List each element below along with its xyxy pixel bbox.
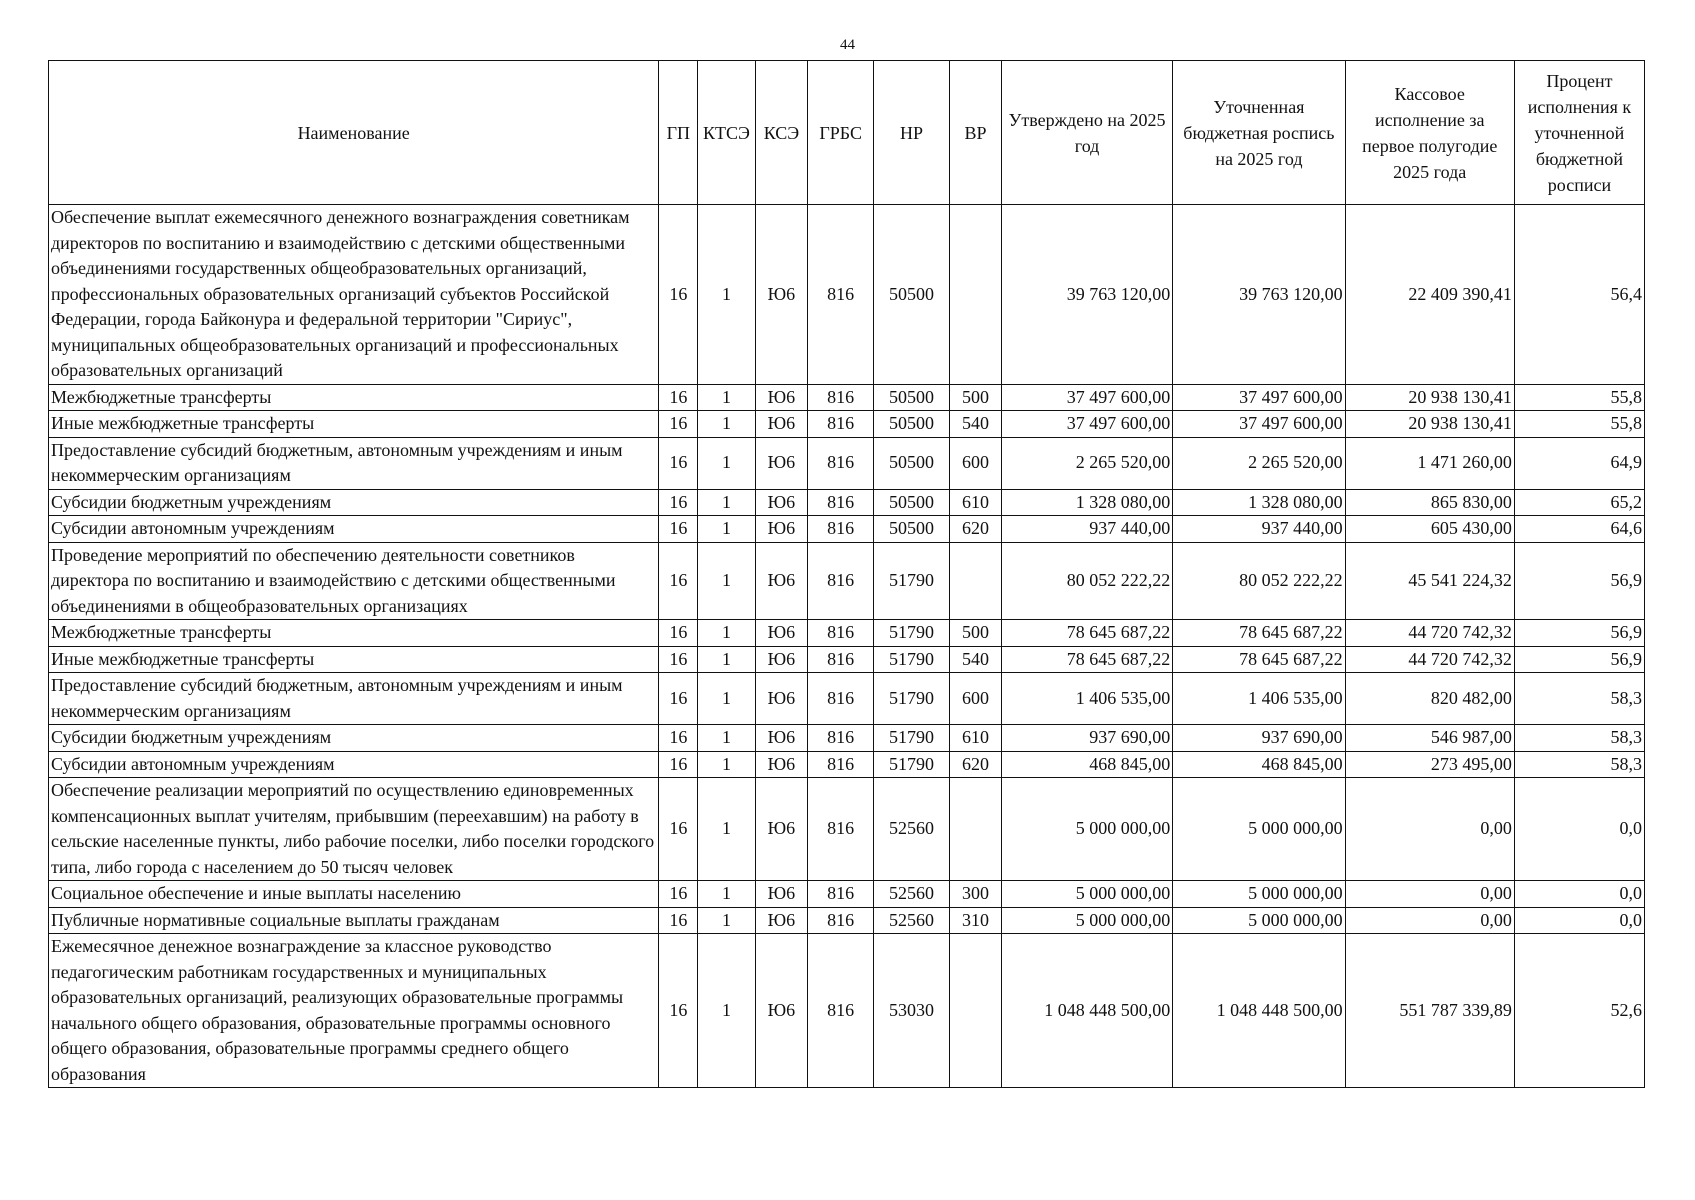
cell-revised: 1 406 535,00 xyxy=(1173,673,1345,725)
table-row xyxy=(49,934,1645,1088)
header-grbs: ГРБС xyxy=(808,61,874,205)
cell-vr xyxy=(950,205,1002,385)
cell-revised: 937 440,00 xyxy=(1173,516,1345,543)
cell-percent: 56,9 xyxy=(1514,620,1644,647)
cell-percent: 56,9 xyxy=(1514,646,1644,673)
cell-kse: Ю6 xyxy=(755,646,808,673)
cell-ktse: 1 xyxy=(698,437,755,489)
cell-ktse: 1 xyxy=(698,411,755,438)
cell-ktse: 1 xyxy=(698,673,755,725)
cell-percent: 52,6 xyxy=(1514,934,1644,1088)
table-row xyxy=(49,646,1645,673)
cell-vr: 620 xyxy=(950,751,1002,778)
cell-vr: 300 xyxy=(950,881,1002,908)
cell-cash: 820 482,00 xyxy=(1345,673,1514,725)
cell-revised: 39 763 120,00 xyxy=(1173,205,1345,385)
cell-revised: 5 000 000,00 xyxy=(1173,907,1345,934)
cell-revised: 1 328 080,00 xyxy=(1173,489,1345,516)
cell-percent: 58,3 xyxy=(1514,751,1644,778)
cell-percent: 0,0 xyxy=(1514,907,1644,934)
cell-cash: 45 541 224,32 xyxy=(1345,542,1514,620)
cell-nr: 50500 xyxy=(873,516,949,543)
table-row xyxy=(49,907,1645,934)
table-row xyxy=(49,725,1645,752)
cell-gp: 16 xyxy=(659,725,698,752)
cell-kse: Ю6 xyxy=(755,489,808,516)
cell-kse: Ю6 xyxy=(755,620,808,647)
cell-revised: 1 048 448 500,00 xyxy=(1173,934,1345,1088)
cell-gp: 16 xyxy=(659,907,698,934)
cell-kse: Ю6 xyxy=(755,751,808,778)
cell-nr: 51790 xyxy=(873,646,949,673)
cell-nr: 52560 xyxy=(873,778,949,881)
cell-nr: 50500 xyxy=(873,411,949,438)
cell-percent: 0,0 xyxy=(1514,778,1644,881)
cell-grbs: 816 xyxy=(808,384,874,411)
cell-ktse: 1 xyxy=(698,778,755,881)
table-row xyxy=(49,881,1645,908)
cell-cash: 605 430,00 xyxy=(1345,516,1514,543)
cell-percent: 65,2 xyxy=(1514,489,1644,516)
cell-nr: 50500 xyxy=(873,489,949,516)
cell-percent: 64,9 xyxy=(1514,437,1644,489)
table-row xyxy=(49,411,1645,438)
cell-name: Межбюджетные трансферты xyxy=(49,384,659,411)
cell-name: Ежемесячное денежное вознаграждение за классное руководство педагогическим работникам государственных и муниципальных образовательных организаций, реализующих образовательные программы начального общего образования, образовательные программы основного общего образования, образовательные программы среднего общего образования xyxy=(49,934,659,1088)
cell-grbs: 816 xyxy=(808,542,874,620)
cell-approved: 78 645 687,22 xyxy=(1001,646,1172,673)
cell-ktse: 1 xyxy=(698,881,755,908)
cell-grbs: 816 xyxy=(808,934,874,1088)
cell-cash: 0,00 xyxy=(1345,881,1514,908)
header-revised: Уточненная бюджетная роспись на 2025 год xyxy=(1173,61,1345,205)
cell-percent: 58,3 xyxy=(1514,673,1644,725)
cell-name: Межбюджетные трансферты xyxy=(49,620,659,647)
cell-vr xyxy=(950,542,1002,620)
cell-ktse: 1 xyxy=(698,542,755,620)
cell-revised: 80 052 222,22 xyxy=(1173,542,1345,620)
cell-gp: 16 xyxy=(659,646,698,673)
cell-percent: 56,4 xyxy=(1514,205,1644,385)
table-row xyxy=(49,489,1645,516)
cell-kse: Ю6 xyxy=(755,437,808,489)
cell-grbs: 816 xyxy=(808,437,874,489)
cell-kse: Ю6 xyxy=(755,725,808,752)
cell-gp: 16 xyxy=(659,516,698,543)
cell-gp: 16 xyxy=(659,542,698,620)
cell-revised: 37 497 600,00 xyxy=(1173,384,1345,411)
table-body xyxy=(49,205,1645,1088)
cell-approved: 468 845,00 xyxy=(1001,751,1172,778)
header-gp: ГП xyxy=(659,61,698,205)
cell-vr: 600 xyxy=(950,437,1002,489)
cell-approved: 937 440,00 xyxy=(1001,516,1172,543)
cell-approved: 5 000 000,00 xyxy=(1001,881,1172,908)
cell-cash: 273 495,00 xyxy=(1345,751,1514,778)
cell-cash: 1 471 260,00 xyxy=(1345,437,1514,489)
cell-approved: 39 763 120,00 xyxy=(1001,205,1172,385)
cell-revised: 5 000 000,00 xyxy=(1173,778,1345,881)
cell-approved: 1 048 448 500,00 xyxy=(1001,934,1172,1088)
cell-grbs: 816 xyxy=(808,205,874,385)
cell-kse: Ю6 xyxy=(755,881,808,908)
header-cash: Кассовое исполнение за первое полугодие 2025 года xyxy=(1345,61,1514,205)
cell-cash: 20 938 130,41 xyxy=(1345,411,1514,438)
cell-name: Субсидии автономным учреждениям xyxy=(49,516,659,543)
cell-ktse: 1 xyxy=(698,516,755,543)
cell-vr: 600 xyxy=(950,673,1002,725)
page-number: 44 xyxy=(840,37,855,53)
cell-name: Субсидии автономным учреждениям xyxy=(49,751,659,778)
table-row xyxy=(49,205,1645,385)
cell-name: Субсидии бюджетным учреждениям xyxy=(49,725,659,752)
cell-name: Публичные нормативные социальные выплаты гражданам xyxy=(49,907,659,934)
table-row xyxy=(49,542,1645,620)
header-approved: Утверждено на 2025 год xyxy=(1001,61,1172,205)
cell-ktse: 1 xyxy=(698,384,755,411)
cell-cash: 20 938 130,41 xyxy=(1345,384,1514,411)
cell-vr: 540 xyxy=(950,646,1002,673)
cell-gp: 16 xyxy=(659,205,698,385)
table-row xyxy=(49,673,1645,725)
cell-revised: 468 845,00 xyxy=(1173,751,1345,778)
cell-percent: 0,0 xyxy=(1514,881,1644,908)
cell-approved: 80 052 222,22 xyxy=(1001,542,1172,620)
cell-kse: Ю6 xyxy=(755,411,808,438)
cell-kse: Ю6 xyxy=(755,542,808,620)
cell-kse: Ю6 xyxy=(755,778,808,881)
cell-revised: 937 690,00 xyxy=(1173,725,1345,752)
cell-vr: 500 xyxy=(950,384,1002,411)
table-row xyxy=(49,778,1645,881)
cell-approved: 37 497 600,00 xyxy=(1001,411,1172,438)
cell-cash: 22 409 390,41 xyxy=(1345,205,1514,385)
cell-cash: 0,00 xyxy=(1345,778,1514,881)
cell-grbs: 816 xyxy=(808,620,874,647)
cell-grbs: 816 xyxy=(808,646,874,673)
cell-percent: 56,9 xyxy=(1514,542,1644,620)
cell-name: Проведение мероприятий по обеспечению деятельности советников директора по воспитанию и взаимодействию с детскими общественными объединениями в общеобразовательных организациях xyxy=(49,542,659,620)
cell-kse: Ю6 xyxy=(755,205,808,385)
cell-nr: 51790 xyxy=(873,751,949,778)
cell-percent: 55,8 xyxy=(1514,384,1644,411)
cell-cash: 551 787 339,89 xyxy=(1345,934,1514,1088)
cell-kse: Ю6 xyxy=(755,384,808,411)
table-row xyxy=(49,384,1645,411)
cell-vr: 610 xyxy=(950,725,1002,752)
cell-ktse: 1 xyxy=(698,205,755,385)
cell-ktse: 1 xyxy=(698,751,755,778)
cell-cash: 44 720 742,32 xyxy=(1345,620,1514,647)
cell-ktse: 1 xyxy=(698,907,755,934)
cell-vr xyxy=(950,778,1002,881)
cell-grbs: 816 xyxy=(808,673,874,725)
cell-revised: 37 497 600,00 xyxy=(1173,411,1345,438)
cell-nr: 51790 xyxy=(873,725,949,752)
cell-name: Иные межбюджетные трансферты xyxy=(49,411,659,438)
cell-cash: 44 720 742,32 xyxy=(1345,646,1514,673)
cell-approved: 78 645 687,22 xyxy=(1001,620,1172,647)
cell-name: Иные межбюджетные трансферты xyxy=(49,646,659,673)
header-nr: НР xyxy=(873,61,949,205)
cell-name: Обеспечение реализации мероприятий по осуществлению единовременных компенсационных выплат учителям, прибывшим (переехавшим) на работу в сельские населенные пункты, либо рабочие поселки, либо поселки городского типа, либо города с населением до 50 тысяч человек xyxy=(49,778,659,881)
cell-gp: 16 xyxy=(659,489,698,516)
cell-cash: 546 987,00 xyxy=(1345,725,1514,752)
table-row xyxy=(49,620,1645,647)
cell-approved: 1 406 535,00 xyxy=(1001,673,1172,725)
cell-gp: 16 xyxy=(659,620,698,647)
header-vr: ВР xyxy=(950,61,1002,205)
cell-gp: 16 xyxy=(659,673,698,725)
cell-nr: 51790 xyxy=(873,542,949,620)
cell-revised: 78 645 687,22 xyxy=(1173,646,1345,673)
cell-cash: 865 830,00 xyxy=(1345,489,1514,516)
cell-grbs: 816 xyxy=(808,411,874,438)
cell-kse: Ю6 xyxy=(755,907,808,934)
cell-grbs: 816 xyxy=(808,778,874,881)
cell-nr: 50500 xyxy=(873,437,949,489)
cell-nr: 52560 xyxy=(873,881,949,908)
header-ktse: КТСЭ xyxy=(698,61,755,205)
cell-grbs: 816 xyxy=(808,489,874,516)
cell-gp: 16 xyxy=(659,934,698,1088)
cell-cash: 0,00 xyxy=(1345,907,1514,934)
cell-nr: 53030 xyxy=(873,934,949,1088)
cell-revised: 2 265 520,00 xyxy=(1173,437,1345,489)
cell-name: Предоставление субсидий бюджетным, автономным учреждениям и иным некоммерческим организациям xyxy=(49,673,659,725)
cell-approved: 37 497 600,00 xyxy=(1001,384,1172,411)
cell-grbs: 816 xyxy=(808,751,874,778)
cell-gp: 16 xyxy=(659,411,698,438)
cell-name: Обеспечение выплат ежемесячного денежного вознаграждения советникам директоров по воспитанию и взаимодействию с детскими общественными объединениями государственных общеобразовательных организаций, профессиональных образовательных организаций субъектов Российской Федерации, города Байконура и федеральной территории "Сириус", муниципальных общеобразовательных организаций и профессиональных образовательных организаций xyxy=(49,205,659,385)
cell-grbs: 816 xyxy=(808,516,874,543)
cell-kse: Ю6 xyxy=(755,673,808,725)
cell-nr: 52560 xyxy=(873,907,949,934)
cell-gp: 16 xyxy=(659,437,698,489)
cell-ktse: 1 xyxy=(698,934,755,1088)
cell-name: Социальное обеспечение и иные выплаты населению xyxy=(49,881,659,908)
cell-revised: 78 645 687,22 xyxy=(1173,620,1345,647)
table-row xyxy=(49,437,1645,489)
cell-vr: 310 xyxy=(950,907,1002,934)
cell-nr: 50500 xyxy=(873,384,949,411)
cell-kse: Ю6 xyxy=(755,934,808,1088)
cell-vr: 540 xyxy=(950,411,1002,438)
cell-nr: 51790 xyxy=(873,673,949,725)
cell-vr xyxy=(950,934,1002,1088)
cell-nr: 51790 xyxy=(873,620,949,647)
cell-percent: 58,3 xyxy=(1514,725,1644,752)
cell-percent: 64,6 xyxy=(1514,516,1644,543)
cell-vr: 610 xyxy=(950,489,1002,516)
cell-grbs: 816 xyxy=(808,881,874,908)
cell-gp: 16 xyxy=(659,751,698,778)
header-kse: КСЭ xyxy=(755,61,808,205)
cell-kse: Ю6 xyxy=(755,516,808,543)
cell-approved: 2 265 520,00 xyxy=(1001,437,1172,489)
cell-ktse: 1 xyxy=(698,620,755,647)
header-name: Наименование xyxy=(49,61,659,205)
cell-name: Предоставление субсидий бюджетным, автономным учреждениям и иным некоммерческим организациям xyxy=(49,437,659,489)
cell-approved: 5 000 000,00 xyxy=(1001,907,1172,934)
cell-nr: 50500 xyxy=(873,205,949,385)
cell-grbs: 816 xyxy=(808,725,874,752)
cell-name: Субсидии бюджетным учреждениям xyxy=(49,489,659,516)
cell-ktse: 1 xyxy=(698,489,755,516)
cell-vr: 500 xyxy=(950,620,1002,647)
cell-gp: 16 xyxy=(659,778,698,881)
cell-approved: 5 000 000,00 xyxy=(1001,778,1172,881)
cell-approved: 1 328 080,00 xyxy=(1001,489,1172,516)
cell-grbs: 816 xyxy=(808,907,874,934)
header-percent: Процент исполнения к уточненной бюджетной росписи xyxy=(1514,61,1644,205)
cell-gp: 16 xyxy=(659,881,698,908)
table-row xyxy=(49,751,1645,778)
cell-vr: 620 xyxy=(950,516,1002,543)
header-row xyxy=(49,61,1645,205)
table-row xyxy=(49,516,1645,543)
cell-approved: 937 690,00 xyxy=(1001,725,1172,752)
cell-revised: 5 000 000,00 xyxy=(1173,881,1345,908)
cell-ktse: 1 xyxy=(698,725,755,752)
cell-percent: 55,8 xyxy=(1514,411,1644,438)
cell-ktse: 1 xyxy=(698,646,755,673)
budget-table xyxy=(48,60,1645,1088)
cell-gp: 16 xyxy=(659,384,698,411)
